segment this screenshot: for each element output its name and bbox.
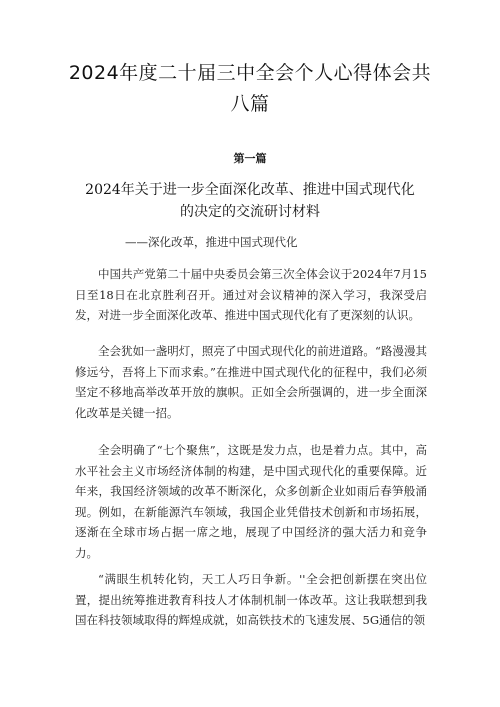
article-tagline: ——深化改革，推进中国式现代化	[125, 235, 298, 249]
body-paragraph-2: 全会犹如一盏明灯，照亮了中国式现代化的前进道路。“路漫漫其修远兮，吾将上下而求索。”在推进中国式现代化的征程中，我们必须坚定不移地高举改革开放的旗帜。正如全会所强调的，进一步全面深化改革是关键一招。	[75, 344, 427, 420]
section-label: 第一篇	[233, 152, 267, 165]
article-subtitle: 2024年关于进一步全面深化改革、推进中国式现代化的决定的交流研讨材料	[85, 182, 415, 220]
body-paragraph-4: “满眼生机转化钧，天工人巧日争新。''全会把创新摆在突出位置，提出统筹推进教育科技人才体制机制一体改革。这让我联想到我国在科技领域取得的辉煌成就，如高铁技术的飞速发展、5G通信的领	[75, 572, 427, 627]
body-paragraph-3: 全会明确了“七个聚焦”，这既是发力点，也是着力点。其中，高水平社会主义市场经济体制的构建，是中国式现代化的重要保障。近年来，我国经济领域的改革不断深化，众多创新企业如雨后春笋般涌现。例如，在新能源汽车领域，我国企业凭借技术创新和市场拓展，逐渐在全球市场占据一席之地，展现了中国经济的强大活力和竞争力。	[75, 443, 427, 560]
document-title: 2024年度二十届三中全会个人心得体会共八篇	[68, 62, 432, 115]
body-paragraph-1: 中国共产党第二十届中央委员会第三次全体会议于2024年7月15日至18日在北京胜利召开。通过对会议精神的深入学习，我深受启发，对进一步全面深化改革、推进中国式现代化有了更深刻的认识。	[75, 267, 427, 322]
